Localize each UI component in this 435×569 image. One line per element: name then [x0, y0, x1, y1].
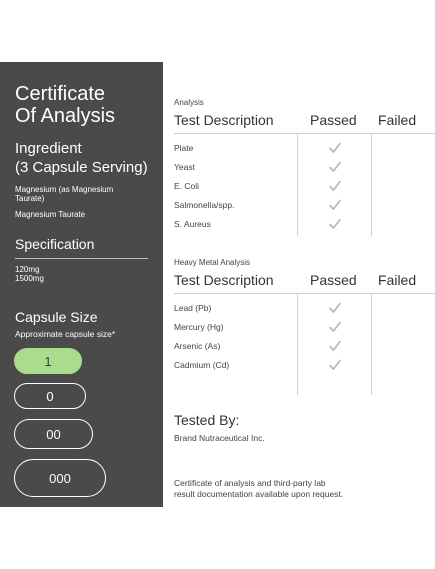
- ingredient-title-line-1: Ingredient: [15, 140, 82, 157]
- check-icon: [328, 358, 342, 372]
- check-icon: [328, 320, 342, 334]
- check-icon: [328, 179, 342, 193]
- heavy-metal-row-label: Lead (Pb): [174, 303, 212, 313]
- ingredient-title: [15, 139, 160, 177]
- analysis-header-failed: Failed: [378, 112, 417, 128]
- footer-line-2: result documentation available upon request.: [174, 489, 344, 499]
- heavy-metal-column-divider: [297, 293, 298, 395]
- heavy-metal-header-description: Test Description: [174, 272, 274, 288]
- check-icon: [328, 160, 342, 174]
- specification-divider: [15, 258, 148, 259]
- check-icon: [328, 198, 342, 212]
- heavy-metal-row-label: Mercury (Hg): [174, 322, 224, 332]
- capsule-size-title: Capsule Size: [15, 309, 98, 325]
- heavy-metal-header-rule: [174, 293, 435, 294]
- specification-line: 120mg: [15, 265, 40, 274]
- check-icon: [328, 217, 342, 231]
- certificate-title-line-1: Certificate: [15, 83, 106, 105]
- analysis-header-rule: [174, 133, 435, 134]
- tested-by-title: Tested By:: [174, 412, 240, 428]
- capsule-size-option-0[interactable]: 0: [14, 383, 86, 409]
- heavy-metal-row-label: Cadmium (Cd): [174, 360, 230, 370]
- specification-line: 1500mg: [15, 274, 44, 283]
- tested-by-name: Brand Nutraceutical Inc.: [174, 433, 265, 443]
- footer-note: [174, 478, 384, 500]
- analysis-row-label: S. Aureus: [174, 219, 211, 229]
- analysis-column-divider: [297, 133, 298, 236]
- analysis-header-description: Test Description: [174, 112, 274, 128]
- analysis-column-divider: [371, 133, 372, 236]
- ingredient-line: Magnesium (as Magnesium: [15, 185, 114, 194]
- capsule-size-subtitle: Approximate capsule size*: [15, 329, 116, 339]
- check-icon: [328, 141, 342, 155]
- analysis-header-passed: Passed: [310, 112, 357, 128]
- certificate-title-line-2: Of Analysis: [15, 105, 116, 127]
- heavy-metal-header-passed: Passed: [310, 272, 357, 288]
- heavy-metal-column-divider: [371, 293, 372, 395]
- heavy-metal-header-failed: Failed: [378, 272, 417, 288]
- check-icon: [328, 301, 342, 315]
- footer-line-1: Certificate of analysis and third-party lab: [174, 478, 326, 488]
- ingredient-title-line-2: (3 Capsule Serving): [15, 159, 148, 176]
- left-panel: [0, 62, 163, 507]
- check-icon: [328, 339, 342, 353]
- analysis-row-label: Plate: [174, 143, 194, 153]
- certificate-title: [15, 83, 155, 127]
- capsule-size-option-1[interactable]: 1: [14, 348, 82, 374]
- analysis-section-label: Analysis: [174, 98, 204, 107]
- analysis-row-label: Salmonella/spp.: [174, 200, 235, 210]
- analysis-row-label: Yeast: [174, 162, 195, 172]
- heavy-metal-section-label: Heavy Metal Analysis: [174, 258, 251, 267]
- specification-title: Specification: [15, 236, 95, 252]
- ingredient-line: Magnesium Taurate: [15, 210, 86, 219]
- capsule-size-option-00[interactable]: 00: [14, 419, 93, 449]
- analysis-row-label: E. Coli: [174, 181, 200, 191]
- heavy-metal-row-label: Arsenic (As): [174, 341, 221, 351]
- capsule-size-option-000[interactable]: 000: [14, 459, 106, 497]
- ingredient-line: Taurate): [15, 194, 45, 203]
